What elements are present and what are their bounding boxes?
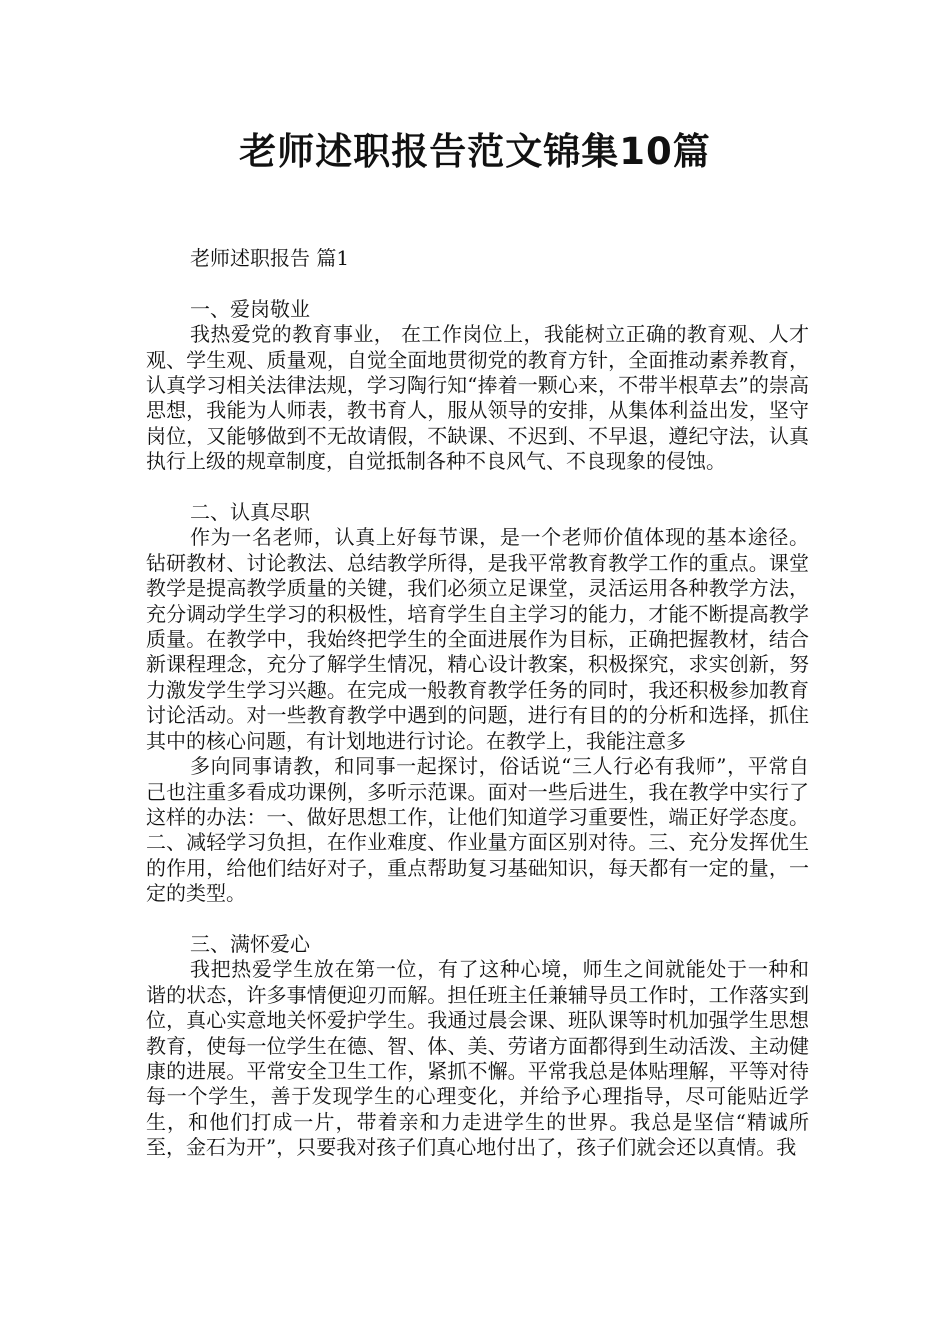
report-subtitle: 老师述职报告 篇1 bbox=[190, 246, 350, 270]
section-1 bbox=[146, 297, 809, 475]
section-heading: 一、爱岗敬业 bbox=[190, 296, 310, 321]
section-3 bbox=[146, 932, 809, 1161]
document-title: 老师述职报告范文锦集10篇 bbox=[239, 130, 711, 173]
document-body bbox=[146, 246, 809, 1161]
spacer bbox=[146, 907, 809, 932]
section-paragraph: 多向同事请教，和同事一起探讨，俗话说“三人行必有我师”，平常自己也注重多看成功课例，多听示范课。面对一些后进生，我在教学中实行了这样的办法：一、做好思想工作，让他们知道学习重要性，端正好学态度。二、减轻学习负担，在作业难度、作业量方面区别对待。三、充分发挥优生的作用，给他们结好对子，重点帮助复习基础知识，每天都有一定的量，一定的类型。 bbox=[146, 754, 809, 906]
spacer bbox=[146, 271, 809, 296]
section-heading: 三、满怀爱心 bbox=[190, 931, 310, 956]
section-2 bbox=[146, 500, 809, 907]
section-paragraph: 我热爱党的教育事业， 在工作岗位上，我能树立正确的教育观、人才观、学生观、质量观，自觉全面地贯彻党的教育方针，全面推动素养教育，认真学习相关法律法规，学习陶行知“捧着一颗心来，不带半根草去”的崇高思想，我能为人师表，教书育人，服从领导的安排，从集体利益出发，坚守岗位，又能够做到不无故请假，不缺课、不迟到、不早退，遵纪守法，认真执行上级的规章制度，自觉抵制各种不良风气、不良现象的侵蚀。 bbox=[146, 322, 809, 474]
section-heading: 二、认真尽职 bbox=[190, 500, 310, 525]
spacer bbox=[146, 475, 809, 500]
section-paragraph: 作为一名老师，认真上好每节课，是一个老师价值体现的基本途径。钻研教材、讨论教法、总结教学所得，是我平常教育教学工作的重点。课堂教学是提高教学质量的关键，我们必须立足课堂，灵活运用各种教学方法，充分调动学生学习的积极性，培育学生自主学习的能力，才能不断提高教学质量。在教学中，我始终把学生的全面进展作为目标，正确把握教材，结合新课程理念，充分了解学生情况，精心设计教案，积极探究，求实创新，努力激发学生学习兴趣。在完成一般教育教学任务的同时，我还积极参加教育讨论活动。对一些教育教学中遇到的问题，进行有目的的分析和选择，抓住其中的核心问题，有计划地进行讨论。在教学上，我能注意多 bbox=[146, 525, 809, 753]
section-paragraph: 我把热爱学生放在第一位，有了这种心境，师生之间就能处于一种和谐的状态，许多事情便迎刃而解。担任班主任兼辅导员工作时，工作落实到位，真心实意地关怀爱护学生。我通过晨会课、班队课等时机加强学生思想教育，使每一位学生在德、智、体、美、劳诸方面都得到生动活泼、主动健康的进展。平常安全卫生工作，紧抓不懈。平常我总是体贴理解，平等对待每一个学生，善于发现学生的心理变化，并给予心理指导，尽可能贴近学生，和他们打成一片，带着亲和力走进学生的世界。我总是坚信“精诚所至，金石为开”，只要我对孩子们真心地付出了，孩子们就会还以真情。我 bbox=[146, 957, 809, 1160]
